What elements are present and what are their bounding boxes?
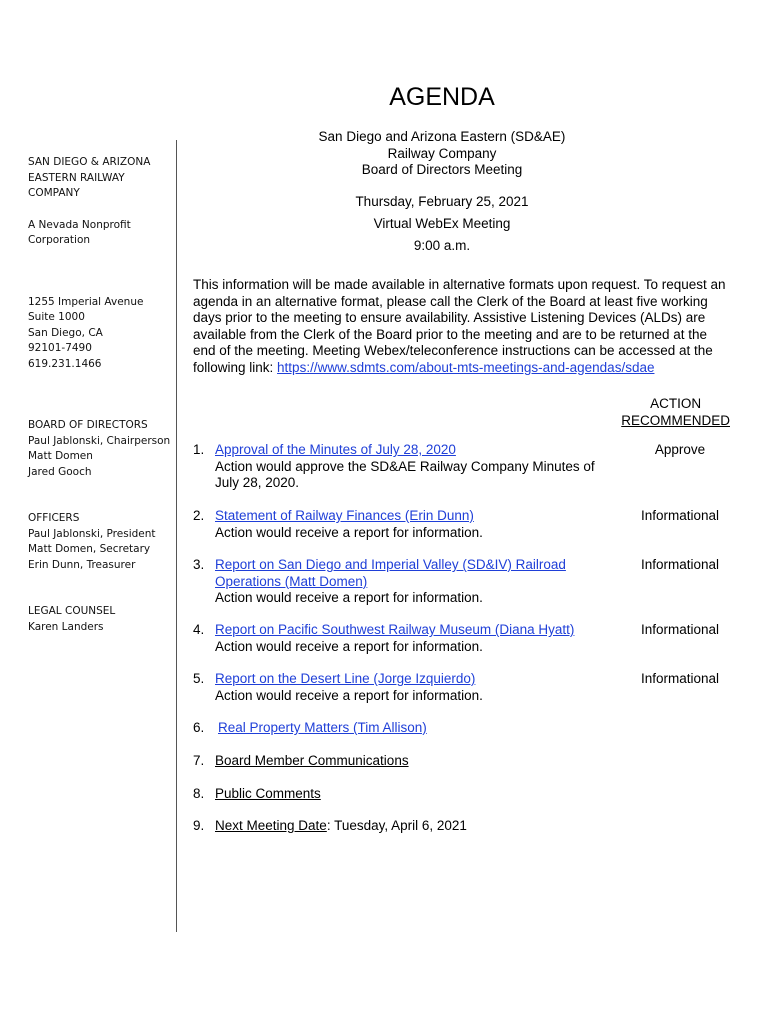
sidebar-legal-line: LEGAL COUNSEL (28, 605, 116, 617)
sidebar-address-line: Suite 1000 (28, 311, 85, 323)
sidebar-officers-line: Paul Jablonski, President (28, 527, 156, 540)
meeting-time: 9:00 a.m. (413, 238, 471, 253)
item-title: Public Comments (215, 786, 321, 801)
sidebar-officers-line: OFFICERS (28, 512, 80, 524)
item-number: 6. (193, 720, 205, 735)
action-recommended-header (621, 396, 730, 429)
sidebar-address-line: 1255 Imperial Avenue (28, 295, 144, 308)
item-number: 7. (193, 753, 205, 768)
item-link-finances[interactable]: Statement of Railway Finances (Erin Dunn) (215, 508, 474, 523)
sidebar-org-line: SAN DIEGO & ARIZONA (28, 156, 151, 168)
item-description: Action would receive a report for information. (215, 638, 483, 654)
item-title: Next Meeting Date (215, 818, 327, 833)
sidebar-board-line: Matt Domen (28, 450, 93, 462)
item-number: 1. (193, 442, 205, 457)
sidebar-legal-line: Karen Landers (28, 620, 104, 633)
sidebar-board-line: Jared Gooch (28, 465, 92, 478)
meetings-link[interactable]: https://www.sdmts.com/about-mts-meetings-and-agendas/sdae (277, 359, 655, 375)
agenda-item (193, 818, 613, 835)
sidebar-nonprofit-line: Corporation (28, 234, 91, 246)
sidebar-address (28, 295, 173, 373)
intro-text: This information will be made available in alternative formats upon request. To request an agenda in an alternative format, please call the Clerk of the Board at least five working days prior to the meeting to ensure availability. Assistive Listening Devices (ALDs) are available from the Clerk of the Board prior to the meeting and are to be returned at the end of the meeting. Meeting Webex/teleconference instructions can be accessed at the following link: (193, 277, 726, 375)
item-action: Informational (640, 508, 720, 523)
next-meeting-date: : Tuesday, April 6, 2021 (326, 818, 467, 833)
item-number: 4. (193, 622, 205, 637)
item-number: 2. (193, 508, 205, 523)
item-description: Action would receive a report for information. (215, 590, 483, 605)
item-action: Approve (654, 442, 706, 457)
item-description: Action would receive a report for information. (215, 524, 483, 540)
agenda-item (193, 557, 613, 607)
agenda-item (193, 720, 613, 737)
item-link-desert-line[interactable]: Report on the Desert Line (Jorge Izquierdo) (215, 671, 476, 686)
item-action: Informational (640, 671, 720, 686)
meeting-date: Thursday, February 25, 2021 (355, 194, 529, 209)
intro-paragraph (193, 277, 733, 376)
sidebar-address-line: 92101-7490 (28, 342, 92, 354)
sidebar-officers (28, 511, 173, 573)
sidebar-org-line: COMPANY (28, 187, 80, 199)
agenda-item (193, 508, 613, 541)
sidebar-org-line: EASTERN RAILWAY (28, 171, 125, 184)
sidebar-address-line: San Diego, CA (28, 326, 103, 339)
item-action: Informational (640, 622, 720, 637)
agenda-item (193, 622, 613, 655)
sidebar-nonprofit-line: A Nevada Nonprofit (28, 218, 131, 231)
item-link-sdiv-operations[interactable]: Report on San Diego and Imperial Valley (SD&IV) Railroad Operations (Matt Domen) (215, 557, 566, 589)
sidebar-board-line: Paul Jablonski, Chairperson (28, 434, 171, 447)
item-action: Informational (640, 557, 720, 572)
meeting-header (192, 129, 692, 179)
sidebar-officers-line: Erin Dunn, Treasurer (28, 558, 136, 571)
sidebar (28, 155, 173, 635)
agenda-item (193, 753, 613, 770)
item-link-minutes[interactable]: Approval of the Minutes of July 28, 2020 (215, 442, 456, 457)
sidebar-legal (28, 604, 173, 635)
sidebar-nonprofit (28, 218, 173, 249)
item-number: 9. (193, 818, 205, 833)
sidebar-org (28, 155, 173, 202)
item-number: 5. (193, 671, 205, 686)
vertical-divider (176, 140, 177, 932)
header-line1: San Diego and Arizona Eastern (SD&AE) (318, 129, 566, 144)
item-link-railway-museum[interactable]: Report on Pacific Southwest Railway Museum (Diana Hyatt) (215, 622, 575, 637)
sidebar-officers-line: Matt Domen, Secretary (28, 543, 151, 555)
action-head-line2: RECOMMENDED (621, 412, 730, 428)
meeting-venue: Virtual WebEx Meeting (373, 216, 511, 231)
item-number: 3. (193, 557, 205, 572)
item-description: Action would approve the SD&AE Railway Company Minutes of July 28, 2020. (215, 458, 595, 490)
sidebar-board (28, 418, 173, 480)
item-description: Action would receive a report for information. (215, 687, 483, 703)
header-line2: Railway Company (387, 145, 497, 161)
header-line3: Board of Directors Meeting (361, 162, 523, 177)
agenda-item (193, 786, 613, 803)
agenda-title: AGENDA (389, 83, 495, 111)
agenda-item (193, 671, 613, 704)
sidebar-board-line: BOARD OF DIRECTORS (28, 419, 148, 431)
agenda-item (193, 442, 613, 492)
item-number: 8. (193, 786, 205, 801)
sidebar-address-line: 619.231.1466 (28, 357, 102, 370)
action-head-line1: ACTION (650, 396, 702, 411)
item-title: Board Member Communications (215, 753, 409, 768)
item-link-real-property[interactable]: Real Property Matters (Tim Allison) (218, 720, 427, 735)
